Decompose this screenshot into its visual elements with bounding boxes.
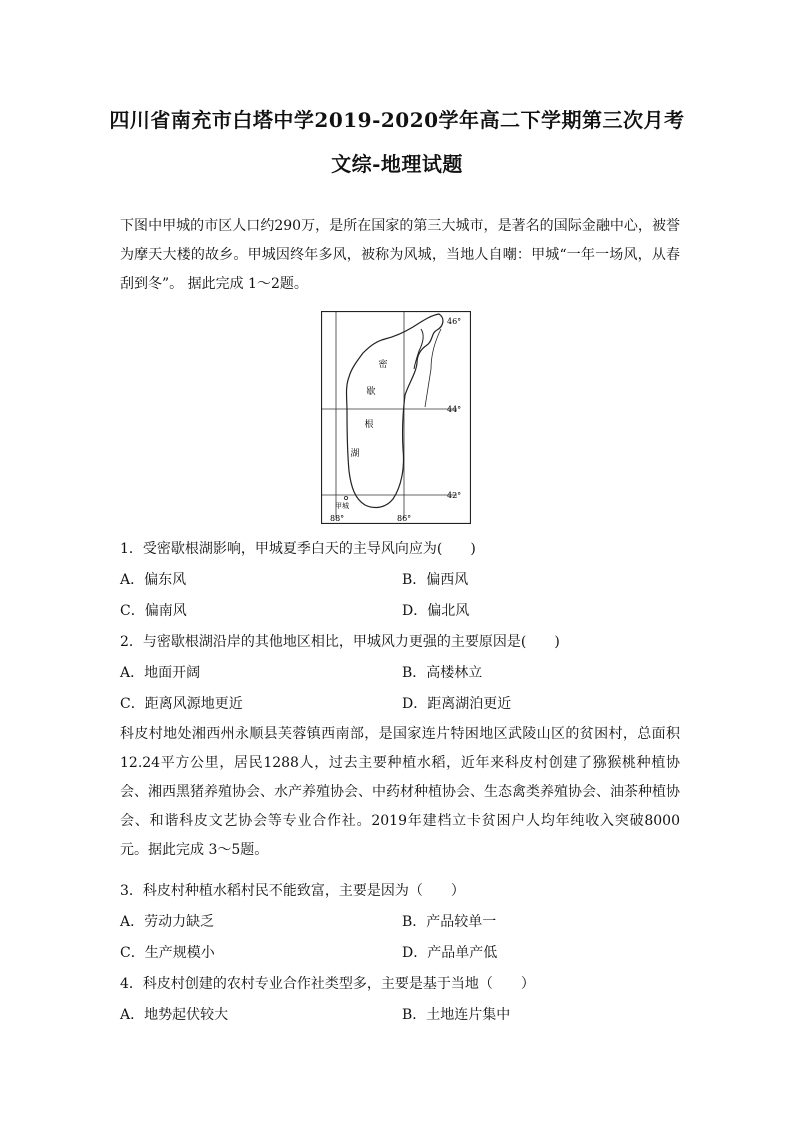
lat-label-42: 42° — [447, 491, 462, 500]
question-1-option-a: A．偏东风 — [120, 572, 187, 588]
lake-char-3: 根 — [364, 420, 374, 430]
question-2-option-a: A．地面开阔 — [120, 665, 201, 681]
question-1-option-d: D．偏北风 — [402, 603, 470, 619]
lon-label-88: 88° — [330, 514, 345, 523]
page-subtitle: 文综-地理试题 — [331, 152, 463, 176]
passage-2: 科皮村地处湘西州永顺县芙蓉镇西南部，是国家连片特困地区武陵山区的贫困村，总面积12.24平方公里，居民1288人，过去主要种植水稻，近年来科皮村创建了猕猴桃种植协会、湘西黑猪养殖协会、水产养殖协会、中药材种植协会、生态禽类养殖协会、油茶种植协会、和谐科皮文艺协会等专业合作社。2019年建档立卡贫困户人均年纯收入突破8000元。据此完成 3～5题。 — [120, 726, 680, 858]
question-2-option-d: D．距离湖泊更近 — [402, 696, 512, 712]
lake-char-1: 密 — [378, 360, 388, 370]
question-2-stem: 2．与密歇根湖沿岸的其他地区相比，甲城风力更强的主要原因是( ) — [120, 634, 560, 650]
question-1-option-b: B．偏西风 — [402, 572, 469, 588]
question-3-option-b: B．产品较单一 — [402, 914, 497, 930]
page-title: 四川省南充市白塔中学2019-2020学年高二下学期第三次月考 — [109, 108, 685, 132]
lake-michigan-map — [321, 311, 471, 524]
question-1-option-c: C．偏南风 — [120, 603, 187, 619]
question-1-stem: 1．受密歇根湖影响，甲城夏季白天的主导风向应为( ) — [120, 541, 476, 557]
question-3-option-c: C．生产规模小 — [120, 945, 215, 961]
question-3-option-a: A．劳动力缺乏 — [120, 914, 215, 930]
lake-char-2: 歇 — [366, 387, 376, 397]
question-2-option-b: B．高楼林立 — [402, 665, 483, 681]
question-3-stem: 3．科皮村种植水稻村民不能致富，主要是因为（ ） — [120, 883, 465, 899]
question-4-option-b: B．土地连片集中 — [402, 1007, 511, 1023]
lat-label-44: 44° — [447, 405, 462, 414]
question-3-option-d: D．产品单产低 — [402, 945, 498, 961]
city-label: 甲城 — [335, 502, 349, 510]
question-4-stem: 4．科皮村创建的农村专业合作社类型多，主要是基于当地（ ） — [120, 976, 535, 992]
lat-label-46: 46° — [447, 317, 462, 326]
question-2-option-c: C．距离风源地更近 — [120, 696, 243, 712]
question-4-option-a: A．地势起伏较大 — [120, 1007, 229, 1023]
lon-label-86: 86° — [397, 514, 412, 523]
passage-1: 下图中甲城的市区人口约290万，是所在国家的第三大城市，是著名的国际金融中心，被誉为摩天大楼的故乡。甲城因终年多风，被称为风城，当地人自嘲：甲城“一年一场风，从春刮到冬”。 据此完成 1～2题。 — [120, 218, 680, 292]
lake-char-4: 湖 — [350, 449, 360, 459]
